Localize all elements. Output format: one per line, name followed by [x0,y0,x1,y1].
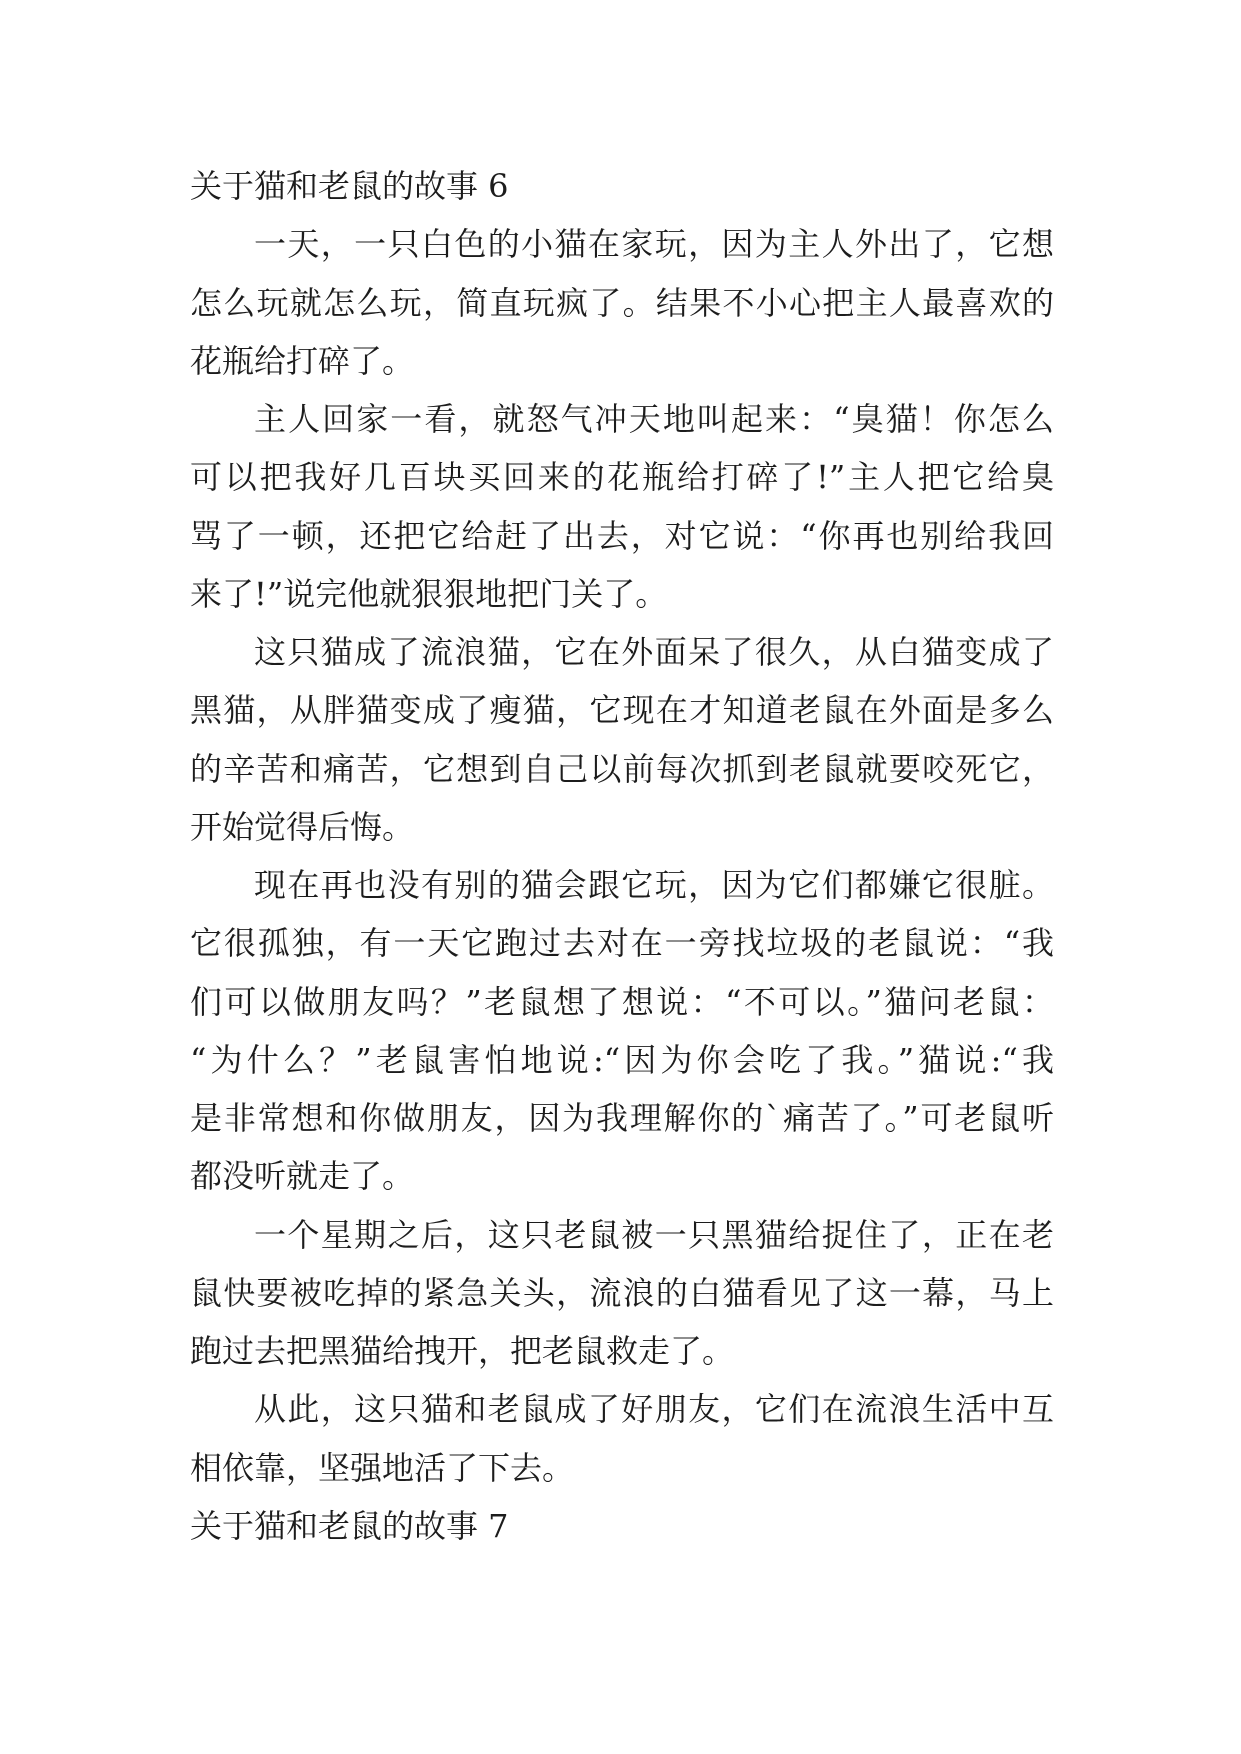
story-heading: 关于猫和老鼠的故事 7 [190,1506,509,1545]
paragraph [190,856,1054,1206]
story-section [190,1497,1054,1555]
paragraph-line: 一天，一只白色的小猫在家玩，因为主人外出了，它想 [254,225,1054,264]
paragraph-line: 花瓶给打碎了。 [190,341,415,380]
paragraph-line: 相依靠，坚强地活了下去。 [190,1448,575,1487]
paragraph-line: 可以把我好几百块买回来的花瓶给打碎了!”主人把它给臭 [190,458,1054,497]
paragraph-line: 的辛苦和痛苦，它想到自己以前每次抓到老鼠就要咬死它， [190,749,1054,788]
paragraph-line: 一个星期之后，这只老鼠被一只黑猫给捉住了，正在老 [254,1215,1054,1254]
paragraph-line: 们可以做朋友吗？”老鼠想了想说：“不可以。”猫问老鼠： [190,982,1054,1021]
paragraph [190,390,1054,623]
paragraph-line: 这只猫成了流浪猫，它在外面呆了很久，从白猫变成了 [254,633,1054,671]
paragraph [190,1206,1054,1381]
story-heading: 关于猫和老鼠的故事 6 [190,167,509,205]
document-body [190,157,1054,1555]
paragraph-line: 现在再也没有别的猫会跟它玩，因为它们都嫌它很脏。 [254,866,1054,904]
paragraph-line: 跑过去把黑猫给拽开，把老鼠救走了。 [190,1332,735,1370]
paragraph-line: 从此，这只猫和老鼠成了好朋友，它们在流浪生活中互 [254,1390,1054,1429]
paragraph-line: 主人回家一看，就怒气冲天地叫起来：“臭猫！你怎么 [254,400,1054,438]
paragraph-line: 骂了一顿，还把它给赶了出去，对它说：“你再也别给我回 [190,516,1054,555]
paragraph-line: 它很孤独，有一天它跑过去对在一旁找垃圾的老鼠说：“我 [190,924,1054,963]
story-section [190,157,1054,1497]
paragraph [190,215,1054,390]
paragraph-line: 开始觉得后悔。 [190,807,415,846]
paragraph-line: 鼠快要被吃掉的紧急关头，流浪的白猫看见了这一幕，马上 [190,1273,1054,1312]
paragraph-line: 黑猫，从胖猫变成了瘦猫，它现在才知道老鼠在外面是多么 [190,691,1054,730]
paragraph-line: 是非常想和你做朋友，因为我理解你的`痛苦了。”可老鼠听 [190,1099,1054,1137]
paragraph-line: 都没听就走了。 [190,1157,415,1196]
paragraph [190,1380,1054,1497]
paragraph-line: 怎么玩就怎么玩，简直玩疯了。结果不小心把主人最喜欢的 [190,283,1054,322]
paragraph-line: “为什么？”老鼠害怕地说:“因为你会吃了我。”猫说:“我 [190,1040,1054,1079]
paragraph-line: 来了!”说完他就狠狠地把门关了。 [190,574,668,613]
paragraph [190,623,1054,856]
